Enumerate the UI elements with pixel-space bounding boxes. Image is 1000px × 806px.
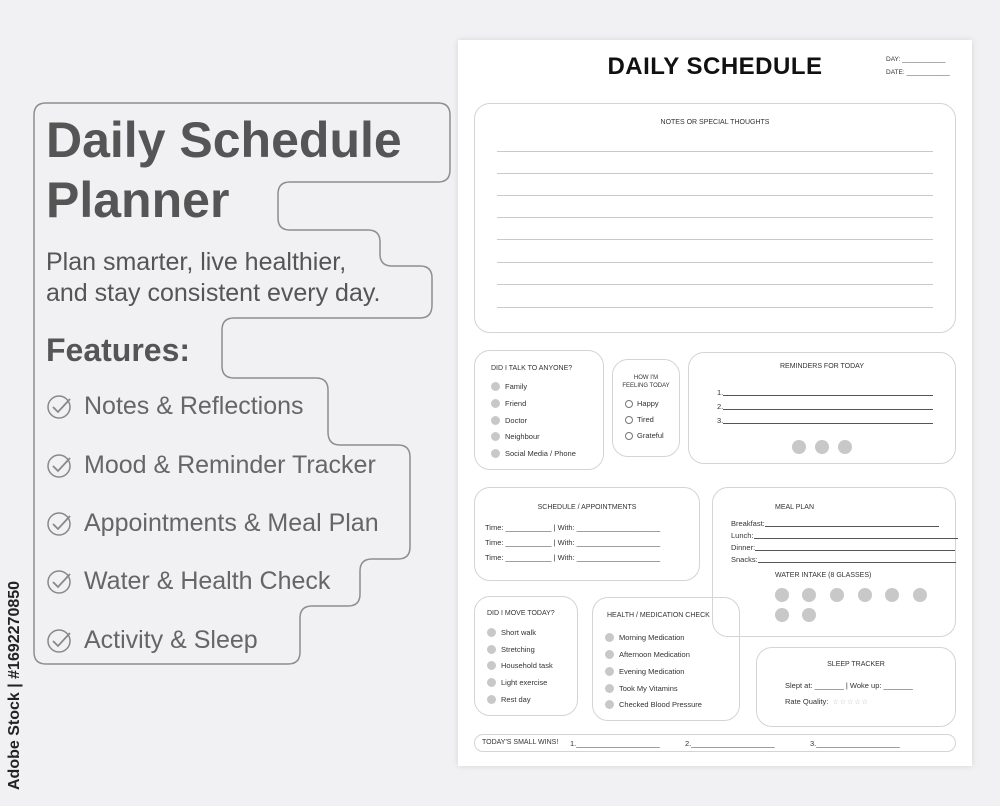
checkbox-dot[interactable] <box>491 416 500 425</box>
wins-box <box>474 734 956 752</box>
checkbox-dot[interactable] <box>487 678 496 687</box>
check-circle-icon <box>46 393 74 421</box>
talk-box <box>474 350 604 470</box>
check-circle-icon <box>46 452 74 480</box>
checkbox-dot[interactable] <box>487 695 496 704</box>
sleep-heading: SLEEP TRACKER <box>827 661 885 668</box>
wins-label: TODAY'S SMALL WINS! <box>482 739 559 746</box>
move-option-label: Stretching <box>501 645 535 654</box>
win-line[interactable]: 3.____________________ <box>810 739 900 748</box>
water-glass-dot[interactable] <box>913 588 927 602</box>
checkbox-dot[interactable] <box>491 399 500 408</box>
checkbox-dot[interactable] <box>491 449 500 458</box>
health-option-label: Took My Vitamins <box>619 684 678 693</box>
checkbox-dot[interactable] <box>605 684 614 693</box>
promo-subtitle <box>46 247 446 309</box>
move-option[interactable] <box>487 628 536 637</box>
time-field[interactable]: Time: ___________ <box>485 523 552 532</box>
talk-option[interactable] <box>491 416 527 425</box>
move-option-label: Rest day <box>501 695 531 704</box>
feeling-box <box>612 359 680 457</box>
note-line[interactable] <box>497 173 933 174</box>
reminder-number: 2. <box>717 402 724 411</box>
health-option-label: Morning Medication <box>619 633 685 642</box>
note-line[interactable] <box>497 284 933 285</box>
reminder-dot[interactable] <box>792 440 806 454</box>
meal-label: Dinner: <box>731 543 756 552</box>
water-glass-dot[interactable] <box>802 588 816 602</box>
checkbox-dot[interactable] <box>491 382 500 391</box>
schedule-row[interactable] <box>485 538 660 547</box>
feature-item <box>46 392 304 421</box>
reminder-line[interactable] <box>717 402 933 411</box>
health-box <box>592 597 740 721</box>
meal-heading: MEAL PLAN <box>775 504 815 511</box>
note-line[interactable] <box>497 262 933 263</box>
with-field[interactable]: | With: ____________________ <box>553 553 661 562</box>
talk-option-label: Friend <box>505 399 527 408</box>
note-line[interactable] <box>497 239 933 240</box>
star-rating-icon[interactable]: ☆☆☆☆☆ <box>832 698 869 706</box>
health-heading: HEALTH / MEDICATION CHECK <box>607 612 710 619</box>
talk-option[interactable] <box>491 399 526 408</box>
note-line[interactable] <box>497 151 933 152</box>
checkbox-dot[interactable] <box>487 628 496 637</box>
health-option[interactable] <box>605 633 684 642</box>
feeling-option[interactable] <box>625 415 654 424</box>
feeling-option-label: Happy <box>637 399 659 408</box>
talk-option[interactable] <box>491 432 540 441</box>
move-option-label: Short walk <box>501 628 537 637</box>
page-title: DAILY SCHEDULE <box>607 53 823 80</box>
reminder-line[interactable] <box>717 388 933 397</box>
reminders-heading: REMINDERS FOR TODAY <box>779 363 864 370</box>
health-option[interactable] <box>605 650 690 659</box>
checkbox-dot[interactable] <box>487 661 496 670</box>
feeling-option[interactable] <box>625 431 664 440</box>
feature-item <box>46 451 376 480</box>
feature-label: Water & Health Check <box>84 567 331 595</box>
meal-label: Breakfast: <box>731 519 765 528</box>
reminder-dot[interactable] <box>815 440 829 454</box>
meal-row[interactable] <box>731 531 958 540</box>
promo-title <box>46 110 466 230</box>
features-title: Features: <box>46 332 191 368</box>
promo-title-line2: Planner <box>46 172 230 228</box>
schedule-row[interactable] <box>485 523 660 532</box>
health-option-label: Evening Medication <box>619 667 685 676</box>
meal-row[interactable] <box>731 555 956 564</box>
water-glass-dot[interactable] <box>858 588 872 602</box>
move-option[interactable] <box>487 661 553 670</box>
health-option[interactable] <box>605 667 684 676</box>
talk-option-label: Family <box>505 382 528 391</box>
feature-item <box>46 626 258 655</box>
note-line[interactable] <box>497 195 933 196</box>
move-option[interactable] <box>487 695 531 704</box>
time-field[interactable]: Time: ___________ <box>485 553 552 562</box>
move-option-label: Light exercise <box>501 678 548 687</box>
sleep-times-field[interactable]: Slept at: _______ | Woke up: _______ <box>785 681 913 690</box>
checkbox-dot[interactable] <box>491 432 500 441</box>
feature-label: Appointments & Meal Plan <box>84 509 379 537</box>
talk-option-label: Neighbour <box>505 432 540 441</box>
radio-circle[interactable] <box>625 416 633 424</box>
checkbox-dot[interactable] <box>487 645 496 654</box>
health-option[interactable] <box>605 700 702 709</box>
talk-option-label: Doctor <box>505 416 528 425</box>
meal-label: Lunch: <box>731 531 754 540</box>
planner-page <box>458 40 972 766</box>
win-line[interactable]: 2.____________________ <box>685 739 775 748</box>
with-field[interactable]: | With: ____________________ <box>553 538 661 547</box>
notes-heading: NOTES OR SPECIAL THOUGHTS <box>660 119 770 126</box>
promo-subtitle-line1: Plan smarter, live healthier, <box>46 248 347 276</box>
talk-option-label: Social Media / Phone <box>505 449 576 458</box>
date-field[interactable]: DATE: ____________ <box>886 69 950 76</box>
feature-item <box>46 567 330 596</box>
day-field[interactable]: DAY: ____________ <box>886 56 946 63</box>
health-option[interactable] <box>605 684 678 693</box>
check-circle-icon <box>46 510 74 538</box>
promo-title-line1: Daily Schedule <box>46 112 402 168</box>
feeling-option[interactable] <box>625 399 659 408</box>
check-circle-icon <box>46 568 74 596</box>
schedule-heading: SCHEDULE / APPOINTMENTS <box>537 504 637 511</box>
talk-option[interactable] <box>491 382 527 391</box>
feature-item <box>46 509 379 538</box>
reminder-line[interactable] <box>717 416 933 425</box>
note-line[interactable] <box>497 217 933 218</box>
with-field[interactable]: | With: ____________________ <box>553 523 661 532</box>
radio-circle[interactable] <box>625 432 633 440</box>
schedule-row[interactable] <box>485 553 660 562</box>
reminder-dot[interactable] <box>838 440 852 454</box>
sleep-box <box>756 647 956 727</box>
water-glass-dot[interactable] <box>775 588 789 602</box>
sleep-quality-row <box>785 697 869 706</box>
move-option[interactable] <box>487 678 547 687</box>
stock-watermark-text: Adobe Stock | #1692270850 <box>6 580 23 790</box>
feature-label: Activity & Sleep <box>84 626 258 654</box>
feature-label: Notes & Reflections <box>84 392 304 420</box>
schedule-box <box>474 487 700 581</box>
water-glass-dot[interactable] <box>885 588 899 602</box>
checkbox-dot[interactable] <box>605 700 614 709</box>
quality-label: Rate Quality: <box>785 697 829 706</box>
move-option[interactable] <box>487 645 535 654</box>
feeling-option-label: Tired <box>637 415 654 424</box>
health-option-label: Afternoon Medication <box>619 650 690 659</box>
talk-heading: DID I TALK TO ANYONE? <box>491 365 573 372</box>
notes-box <box>474 103 956 333</box>
meal-box <box>712 487 956 637</box>
check-circle-icon <box>46 627 74 655</box>
checkbox-dot[interactable] <box>605 650 614 659</box>
move-option-label: Household task <box>501 661 553 670</box>
checkbox-dot[interactable] <box>605 633 614 642</box>
promo-subtitle-line2: and stay consistent every day. <box>46 279 381 307</box>
move-heading: DID I MOVE TODAY? <box>487 610 555 617</box>
water-glass-dot[interactable] <box>802 608 816 622</box>
reminders-box <box>688 352 956 464</box>
feeling-option-label: Grateful <box>637 431 664 440</box>
reminder-number: 1. <box>717 388 724 397</box>
time-field[interactable]: Time: ___________ <box>485 538 552 547</box>
health-option-label: Checked Blood Pressure <box>619 700 702 709</box>
feeling-heading-line1: HOW I'M <box>633 375 659 381</box>
feeling-heading-line2: FEELING TODAY <box>622 383 670 389</box>
radio-circle[interactable] <box>625 400 633 408</box>
checkbox-dot[interactable] <box>605 667 614 676</box>
meal-row[interactable] <box>731 519 939 528</box>
talk-option[interactable] <box>491 449 576 458</box>
reminder-number: 3. <box>717 416 724 425</box>
meal-label: Snacks: <box>731 555 758 564</box>
feature-label: Mood & Reminder Tracker <box>84 451 376 479</box>
note-line[interactable] <box>497 307 933 308</box>
water-glass-dot[interactable] <box>830 588 844 602</box>
water-heading: WATER INTAKE (8 GLASSES) <box>775 572 872 579</box>
water-glass-dot[interactable] <box>775 608 789 622</box>
move-box <box>474 596 578 716</box>
meal-row[interactable] <box>731 543 955 552</box>
win-line[interactable]: 1.____________________ <box>570 739 660 748</box>
